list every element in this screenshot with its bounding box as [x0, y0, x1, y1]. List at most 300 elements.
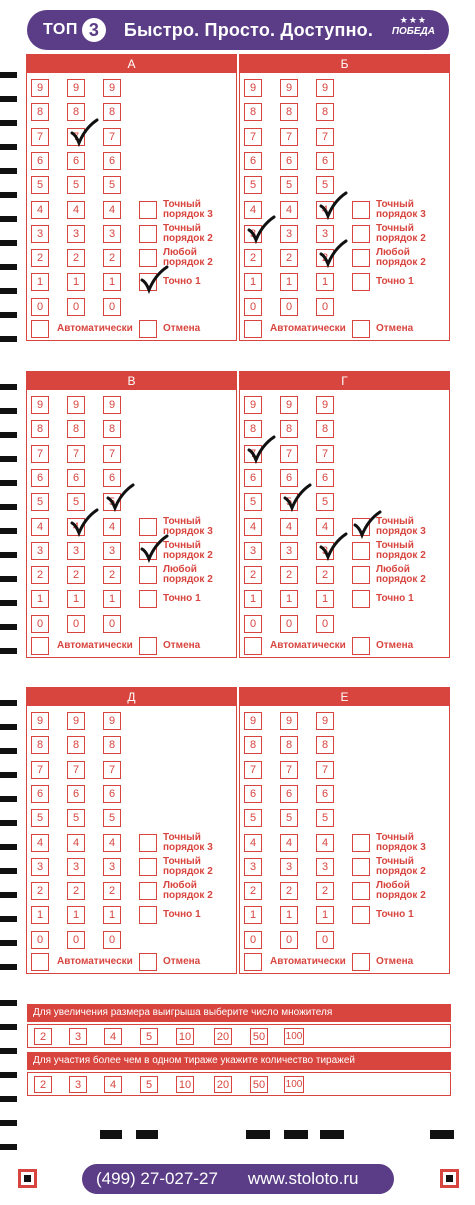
number-cell[interactable]: 6	[316, 152, 334, 170]
multiplier-option-5[interactable]: 5	[140, 1028, 158, 1045]
number-cell[interactable]: 3	[280, 225, 298, 243]
number-cell[interactable]: 8	[280, 736, 298, 754]
number-cell[interactable]: 3	[244, 858, 262, 876]
number-cell[interactable]: 9	[103, 712, 121, 730]
number-cell[interactable]: 7	[31, 761, 49, 779]
number-cell[interactable]: 1	[244, 273, 262, 291]
number-cell[interactable]: 1	[280, 906, 298, 924]
number-cell[interactable]: 0	[67, 931, 85, 949]
number-cell[interactable]: 7	[316, 445, 334, 463]
number-cell[interactable]: 9	[31, 79, 49, 97]
timing-mark	[0, 964, 17, 970]
number-cell[interactable]: 3	[67, 225, 85, 243]
number-cell[interactable]: 1	[244, 906, 262, 924]
multiplier-option-4[interactable]: 4	[104, 1028, 122, 1045]
number-cell[interactable]: 9	[67, 79, 85, 97]
number-cell[interactable]: 8	[31, 736, 49, 754]
number-cell[interactable]: 4	[244, 518, 262, 536]
auto-label: Автоматически	[57, 956, 133, 967]
option-label-line: Точный	[163, 831, 201, 843]
option-exact-order-2-checkbox[interactable]	[139, 542, 157, 560]
timing-mark	[0, 240, 17, 246]
number-cell[interactable]: 4	[67, 834, 85, 852]
number-cell[interactable]: 3	[244, 225, 262, 243]
number-cell[interactable]: 7	[103, 445, 121, 463]
number-cell[interactable]: 3	[31, 542, 49, 560]
option-exactly-1-checkbox[interactable]	[139, 590, 157, 608]
number-cell[interactable]: 0	[103, 615, 121, 633]
number-cell[interactable]: 8	[316, 736, 334, 754]
number-cell[interactable]: 0	[31, 615, 49, 633]
timing-mark	[0, 288, 17, 294]
option-label-line: порядок 2	[376, 232, 426, 244]
option-any-order-2-checkbox[interactable]	[352, 249, 370, 267]
number-cell[interactable]: 9	[244, 712, 262, 730]
option-exact-order-3-checkbox[interactable]	[352, 834, 370, 852]
number-cell[interactable]: 2	[31, 566, 49, 584]
number-cell[interactable]: 5	[103, 493, 121, 511]
number-cell[interactable]: 0	[67, 615, 85, 633]
number-cell[interactable]: 7	[67, 445, 85, 463]
timing-mark	[0, 336, 17, 342]
number-cell[interactable]: 2	[67, 249, 85, 267]
number-cell[interactable]: 9	[31, 712, 49, 730]
timing-mark	[0, 504, 17, 510]
draws-option-20[interactable]: 20	[214, 1076, 232, 1093]
number-cell[interactable]: 0	[316, 298, 334, 316]
option-exactly-1-label: Точно 1	[376, 593, 414, 605]
number-cell[interactable]: 2	[280, 882, 298, 900]
number-cell[interactable]: 7	[103, 128, 121, 146]
number-cell[interactable]: 3	[67, 542, 85, 560]
option-exact-order-2-checkbox[interactable]	[352, 542, 370, 560]
option-exact-order-3-label	[376, 517, 426, 537]
number-cell[interactable]: 6	[103, 785, 121, 803]
option-exact-order-3-label	[376, 200, 426, 220]
timing-mark	[0, 384, 17, 390]
draws-option-5[interactable]: 5	[140, 1076, 158, 1093]
number-cell[interactable]: 8	[67, 420, 85, 438]
number-cell[interactable]: 9	[244, 396, 262, 414]
option-any-order-2-label	[163, 248, 213, 268]
number-cell[interactable]: 7	[280, 761, 298, 779]
number-cell[interactable]: 9	[280, 396, 298, 414]
number-cell[interactable]: 8	[31, 103, 49, 121]
number-cell[interactable]: 4	[103, 834, 121, 852]
auto-checkbox[interactable]	[244, 637, 262, 655]
number-cell[interactable]: 3	[244, 542, 262, 560]
partner-logo	[392, 14, 435, 38]
number-cell[interactable]: 5	[244, 176, 262, 194]
cancel-checkbox[interactable]	[352, 637, 370, 655]
option-exactly-1-checkbox[interactable]	[352, 590, 370, 608]
number-cell[interactable]: 0	[316, 615, 334, 633]
number-cell[interactable]: 0	[280, 615, 298, 633]
draws-option-4[interactable]: 4	[104, 1076, 122, 1093]
number-cell[interactable]: 2	[67, 566, 85, 584]
cancel-checkbox[interactable]	[352, 320, 370, 338]
option-label-line: порядок 3	[376, 841, 426, 853]
number-cell[interactable]: 5	[316, 809, 334, 827]
timing-mark	[0, 916, 17, 922]
option-any-order-2-label	[163, 881, 213, 901]
number-cell[interactable]: 3	[103, 542, 121, 560]
option-label-line: Любой	[163, 880, 197, 892]
play-field-2	[239, 54, 450, 341]
number-cell[interactable]: 6	[280, 469, 298, 487]
multiplier-option-3[interactable]: 3	[69, 1028, 87, 1045]
number-cell[interactable]: 5	[31, 493, 49, 511]
option-exact-order-3-label	[376, 833, 426, 853]
number-cell[interactable]: 5	[67, 809, 85, 827]
draws-option-50[interactable]: 50	[250, 1076, 268, 1093]
number-cell[interactable]: 0	[103, 931, 121, 949]
timing-mark	[0, 192, 17, 198]
number-cell[interactable]: 8	[280, 103, 298, 121]
number-cell[interactable]: 1	[316, 906, 334, 924]
number-cell[interactable]: 5	[280, 809, 298, 827]
number-cell[interactable]: 1	[31, 273, 49, 291]
option-label-line: порядок 2	[163, 574, 213, 586]
number-cell[interactable]: 5	[280, 493, 298, 511]
number-cell[interactable]: 7	[316, 128, 334, 146]
multiplier-option-10[interactable]: 10	[176, 1028, 194, 1045]
alignment-bar	[100, 1130, 122, 1139]
number-cell[interactable]: 7	[67, 128, 85, 146]
multiplier-option-2[interactable]: 2	[34, 1028, 52, 1045]
number-cell[interactable]: 9	[244, 79, 262, 97]
number-cell[interactable]: 8	[31, 420, 49, 438]
timing-mark	[0, 144, 17, 150]
timing-mark	[0, 748, 17, 754]
option-exact-order-3-checkbox[interactable]	[352, 201, 370, 219]
option-any-order-2-label	[163, 565, 213, 585]
number-cell[interactable]: 8	[316, 420, 334, 438]
number-cell[interactable]: 4	[280, 834, 298, 852]
number-cell[interactable]: 8	[280, 420, 298, 438]
auto-checkbox[interactable]	[244, 953, 262, 971]
number-cell[interactable]: 2	[280, 566, 298, 584]
option-label-line: порядок 2	[163, 257, 213, 269]
number-cell[interactable]: 0	[244, 298, 262, 316]
number-cell[interactable]: 5	[316, 176, 334, 194]
number-cell[interactable]: 0	[280, 298, 298, 316]
auto-checkbox[interactable]	[31, 637, 49, 655]
option-exact-order-2-label	[376, 541, 426, 561]
number-cell[interactable]: 4	[316, 834, 334, 852]
number-cell[interactable]: 6	[67, 469, 85, 487]
option-exact-order-2-label	[376, 857, 426, 877]
number-cell[interactable]: 6	[103, 469, 121, 487]
number-cell[interactable]: 4	[31, 518, 49, 536]
cancel-checkbox[interactable]	[139, 320, 157, 338]
number-cell[interactable]: 9	[67, 712, 85, 730]
auto-label: Автоматически	[270, 640, 346, 651]
number-cell[interactable]: 9	[280, 712, 298, 730]
number-cell[interactable]: 3	[280, 858, 298, 876]
number-cell[interactable]: 7	[244, 445, 262, 463]
number-cell[interactable]: 6	[31, 469, 49, 487]
number-cell[interactable]: 4	[280, 518, 298, 536]
number-cell[interactable]: 8	[316, 103, 334, 121]
option-exact-order-3-checkbox[interactable]	[352, 518, 370, 536]
number-cell[interactable]: 0	[103, 298, 121, 316]
option-label-line: Любой	[376, 564, 410, 576]
draws-option-100[interactable]: 100	[284, 1076, 304, 1093]
number-cell[interactable]: 2	[67, 882, 85, 900]
number-cell[interactable]: 6	[316, 785, 334, 803]
option-exact-order-2-checkbox[interactable]	[139, 858, 157, 876]
number-cell[interactable]: 1	[103, 906, 121, 924]
number-cell[interactable]: 6	[103, 152, 121, 170]
number-cell[interactable]: 8	[244, 736, 262, 754]
cancel-label: Отмена	[163, 323, 201, 334]
number-cell[interactable]: 8	[103, 103, 121, 121]
number-cell[interactable]: 1	[280, 273, 298, 291]
number-cell[interactable]: 9	[67, 396, 85, 414]
number-cell[interactable]: 7	[103, 761, 121, 779]
number-cell[interactable]: 6	[316, 469, 334, 487]
number-cell[interactable]: 0	[67, 298, 85, 316]
number-cell[interactable]: 2	[244, 249, 262, 267]
number-cell[interactable]: 1	[31, 590, 49, 608]
number-cell[interactable]: 8	[244, 103, 262, 121]
number-cell[interactable]: 3	[316, 858, 334, 876]
draws-option-2[interactable]: 2	[34, 1076, 52, 1093]
number-cell[interactable]: 0	[244, 931, 262, 949]
number-cell[interactable]: 3	[31, 858, 49, 876]
play-field-title: Е	[240, 688, 449, 706]
number-cell[interactable]: 5	[280, 176, 298, 194]
alignment-bar	[136, 1130, 158, 1139]
number-cell[interactable]: 9	[31, 396, 49, 414]
timing-mark	[0, 1120, 17, 1126]
number-cell[interactable]: 6	[280, 785, 298, 803]
option-exactly-1-checkbox[interactable]	[139, 906, 157, 924]
number-cell[interactable]: 4	[244, 201, 262, 219]
number-cell[interactable]: 1	[244, 590, 262, 608]
number-cell[interactable]: 0	[280, 931, 298, 949]
timing-mark	[0, 940, 17, 946]
number-cell[interactable]: 5	[103, 809, 121, 827]
option-label-line: Точный	[163, 222, 201, 234]
number-cell[interactable]: 7	[244, 128, 262, 146]
number-cell[interactable]: 5	[31, 176, 49, 194]
number-cell[interactable]: 5	[244, 809, 262, 827]
number-cell[interactable]: 1	[67, 906, 85, 924]
option-exactly-1-checkbox[interactable]	[139, 273, 157, 291]
timing-mark	[0, 892, 17, 898]
multiplier-option-100[interactable]: 100	[284, 1028, 304, 1045]
number-cell[interactable]: 9	[280, 79, 298, 97]
number-cell[interactable]: 1	[316, 273, 334, 291]
number-cell[interactable]: 5	[67, 493, 85, 511]
number-cell[interactable]: 5	[31, 809, 49, 827]
number-cell[interactable]: 7	[280, 128, 298, 146]
brand-digit: 3	[82, 18, 106, 42]
number-cell[interactable]: 4	[103, 201, 121, 219]
number-cell[interactable]: 7	[280, 445, 298, 463]
cancel-label: Отмена	[163, 640, 201, 651]
number-cell[interactable]: 5	[244, 493, 262, 511]
option-label-line: порядок 3	[376, 208, 426, 220]
number-cell[interactable]: 4	[316, 201, 334, 219]
number-cell[interactable]: 7	[67, 761, 85, 779]
number-cell[interactable]: 3	[280, 542, 298, 560]
multiplier-option-20[interactable]: 20	[214, 1028, 232, 1045]
number-cell[interactable]: 1	[67, 273, 85, 291]
cancel-checkbox[interactable]	[352, 953, 370, 971]
draws-instruction: Для участия более чем в одном тираже укажите количество тиражей	[27, 1052, 451, 1070]
option-exact-order-3-checkbox[interactable]	[139, 834, 157, 852]
number-cell[interactable]: 4	[280, 201, 298, 219]
number-cell[interactable]: 2	[244, 566, 262, 584]
number-cell[interactable]: 0	[31, 298, 49, 316]
number-cell[interactable]: 6	[244, 785, 262, 803]
number-cell[interactable]: 6	[31, 785, 49, 803]
number-cell[interactable]: 2	[316, 249, 334, 267]
option-label-line: порядок 2	[376, 549, 426, 561]
auto-label: Автоматически	[57, 323, 133, 334]
number-cell[interactable]: 1	[316, 590, 334, 608]
number-cell[interactable]: 4	[31, 201, 49, 219]
auto-checkbox[interactable]	[31, 953, 49, 971]
auto-checkbox[interactable]	[244, 320, 262, 338]
play-field-title: Д	[27, 688, 236, 706]
number-cell[interactable]: 0	[244, 615, 262, 633]
option-label-line: Точный	[163, 515, 201, 527]
number-cell[interactable]: 0	[31, 931, 49, 949]
option-exact-order-3-checkbox[interactable]	[139, 201, 157, 219]
number-cell[interactable]: 6	[67, 785, 85, 803]
number-cell[interactable]: 9	[103, 79, 121, 97]
number-cell[interactable]: 3	[316, 225, 334, 243]
number-cell[interactable]: 5	[316, 493, 334, 511]
number-cell[interactable]: 7	[244, 761, 262, 779]
number-cell[interactable]: 4	[316, 518, 334, 536]
number-cell[interactable]: 4	[244, 834, 262, 852]
brand-logo	[43, 18, 106, 42]
number-cell[interactable]: 4	[67, 201, 85, 219]
option-any-order-2-label	[376, 248, 426, 268]
cancel-checkbox[interactable]	[139, 637, 157, 655]
option-any-order-2-checkbox[interactable]	[352, 882, 370, 900]
option-label-line: Точный	[163, 855, 201, 867]
option-label-line: Точный	[376, 515, 414, 527]
number-cell[interactable]: 3	[103, 858, 121, 876]
number-cell[interactable]: 2	[31, 882, 49, 900]
option-any-order-2-checkbox[interactable]	[139, 566, 157, 584]
number-cell[interactable]: 9	[316, 79, 334, 97]
number-cell[interactable]: 8	[103, 420, 121, 438]
cancel-checkbox[interactable]	[139, 953, 157, 971]
option-exact-order-2-checkbox[interactable]	[139, 225, 157, 243]
number-cell[interactable]: 2	[31, 249, 49, 267]
timing-mark	[0, 820, 17, 826]
timing-mark	[0, 624, 17, 630]
number-cell[interactable]: 6	[244, 152, 262, 170]
option-label-line: Точный	[376, 539, 414, 551]
number-cell[interactable]: 0	[316, 931, 334, 949]
option-exact-order-2-label	[163, 857, 213, 877]
option-any-order-2-checkbox[interactable]	[139, 249, 157, 267]
number-cell[interactable]: 2	[103, 249, 121, 267]
number-cell[interactable]: 9	[316, 712, 334, 730]
draws-option-10[interactable]: 10	[176, 1076, 194, 1093]
number-cell[interactable]: 2	[280, 249, 298, 267]
auto-checkbox[interactable]	[31, 320, 49, 338]
number-cell[interactable]: 8	[67, 103, 85, 121]
number-cell[interactable]: 7	[316, 761, 334, 779]
number-cell[interactable]: 9	[103, 396, 121, 414]
number-cell[interactable]: 1	[103, 273, 121, 291]
option-label-line: порядок 3	[163, 525, 213, 537]
number-cell[interactable]: 3	[67, 858, 85, 876]
number-cell[interactable]: 9	[316, 396, 334, 414]
option-exactly-1-checkbox[interactable]	[352, 906, 370, 924]
cancel-label: Отмена	[163, 956, 201, 967]
timing-mark	[0, 528, 17, 534]
website-link: www.stoloto.ru	[247, 1169, 359, 1188]
draws-option-3[interactable]: 3	[69, 1076, 87, 1093]
number-cell[interactable]: 3	[31, 225, 49, 243]
number-cell[interactable]: 2	[244, 882, 262, 900]
number-cell[interactable]: 1	[280, 590, 298, 608]
number-cell[interactable]: 4	[103, 518, 121, 536]
number-cell[interactable]: 3	[103, 225, 121, 243]
draws-row	[27, 1072, 451, 1096]
multiplier-option-50[interactable]: 50	[250, 1028, 268, 1045]
number-cell[interactable]: 4	[31, 834, 49, 852]
number-cell[interactable]: 7	[31, 445, 49, 463]
option-label-line: Точный	[376, 855, 414, 867]
number-cell[interactable]: 6	[244, 469, 262, 487]
number-cell[interactable]: 5	[67, 176, 85, 194]
number-cell[interactable]: 3	[316, 542, 334, 560]
number-cell[interactable]: 6	[67, 152, 85, 170]
number-cell[interactable]: 1	[67, 590, 85, 608]
option-any-order-2-checkbox[interactable]	[352, 566, 370, 584]
number-cell[interactable]: 4	[67, 518, 85, 536]
option-any-order-2-checkbox[interactable]	[139, 882, 157, 900]
play-field-3	[26, 371, 237, 658]
number-cell[interactable]: 6	[31, 152, 49, 170]
number-cell[interactable]: 6	[280, 152, 298, 170]
option-exact-order-2-checkbox[interactable]	[352, 225, 370, 243]
option-exact-order-3-checkbox[interactable]	[139, 518, 157, 536]
timing-mark	[0, 576, 17, 582]
number-cell[interactable]: 2	[103, 882, 121, 900]
number-cell[interactable]: 5	[103, 176, 121, 194]
number-cell[interactable]: 2	[316, 882, 334, 900]
number-cell[interactable]: 7	[31, 128, 49, 146]
number-cell[interactable]: 2	[103, 566, 121, 584]
option-label-line: порядок 2	[376, 865, 426, 877]
number-cell[interactable]: 8	[244, 420, 262, 438]
option-exactly-1-checkbox[interactable]	[352, 273, 370, 291]
number-cell[interactable]: 8	[67, 736, 85, 754]
number-cell[interactable]: 8	[103, 736, 121, 754]
cancel-label: Отмена	[376, 956, 414, 967]
number-cell[interactable]: 1	[103, 590, 121, 608]
play-field-title: В	[27, 372, 236, 390]
option-label-line: Точный	[163, 539, 201, 551]
timing-mark	[0, 168, 17, 174]
number-cell[interactable]: 1	[31, 906, 49, 924]
number-cell[interactable]: 2	[316, 566, 334, 584]
option-exact-order-2-checkbox[interactable]	[352, 858, 370, 876]
phone-number: (499) 27-027-27	[96, 1169, 218, 1188]
